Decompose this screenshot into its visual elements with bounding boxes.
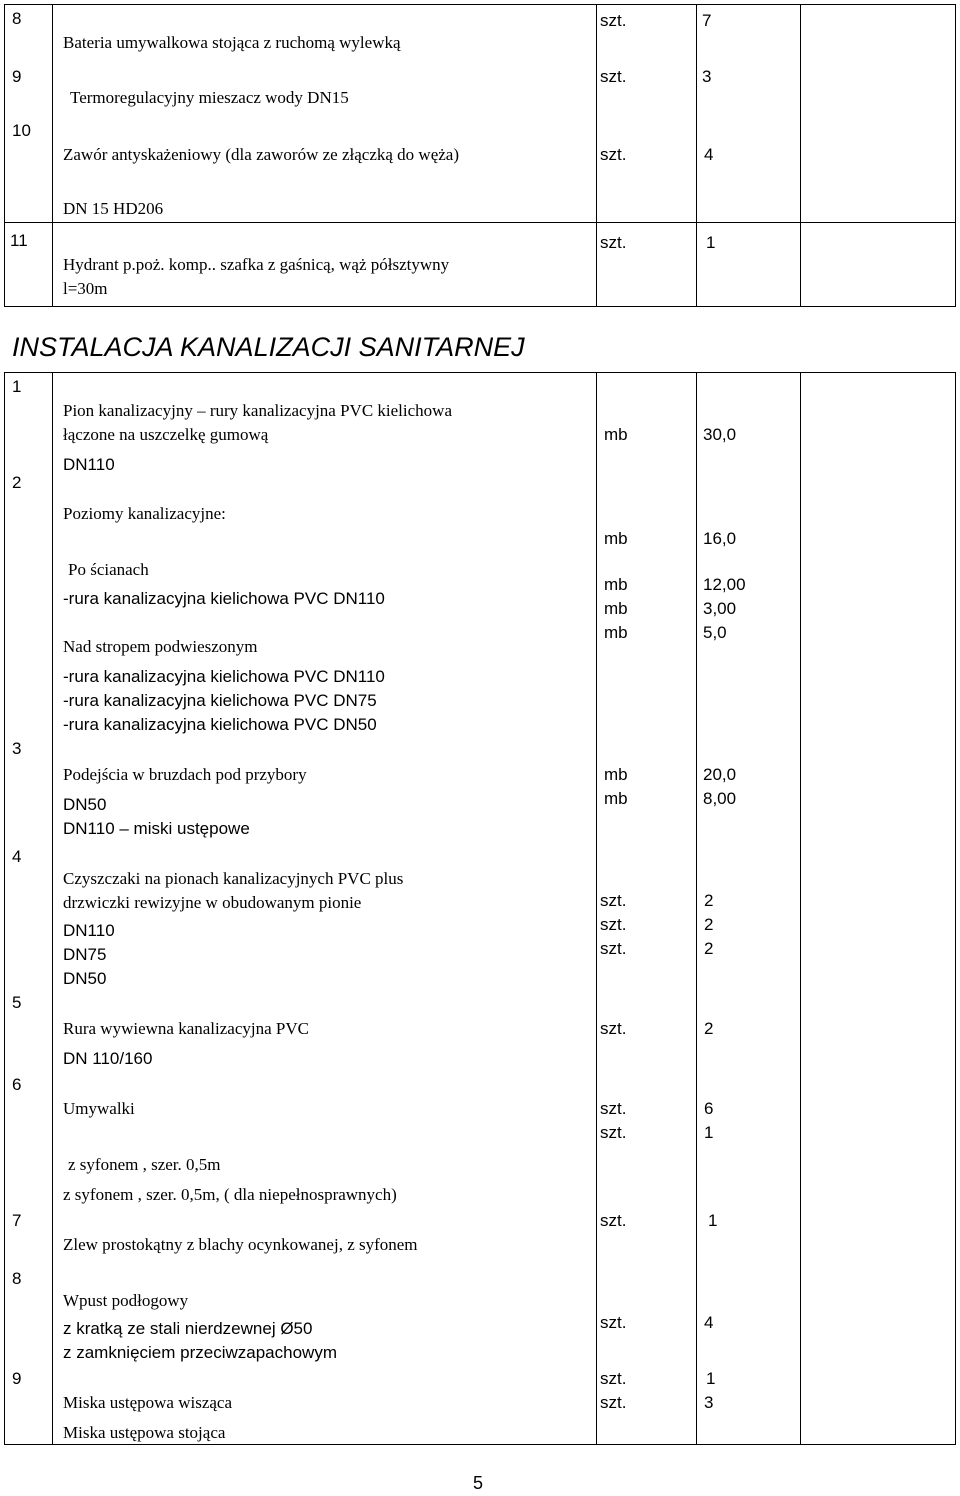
item-quantity: 4: [704, 1313, 714, 1332]
item-description: Wpust podłogowy: [63, 1291, 189, 1310]
item-unit: szt.: [600, 1369, 627, 1388]
top-table-col-divider: [52, 4, 53, 306]
item-quantity: 16,0: [703, 529, 737, 548]
item-quantity: 3: [702, 67, 712, 86]
item-description: DN50: [63, 969, 107, 988]
item-unit: szt.: [600, 1313, 627, 1332]
item-description: DN50: [63, 795, 107, 814]
item-description: DN110 – miski ustępowe: [63, 819, 250, 838]
item-unit: mb: [604, 529, 628, 548]
main-table-border-bottom: [4, 1444, 956, 1445]
item-description: -rura kanalizacyjna kielichowa PVC DN50: [63, 715, 377, 734]
row-number: 9: [12, 1369, 22, 1388]
main-table-col-divider: [596, 372, 597, 1444]
item-description: Zawór antyskażeniowy (dla zaworów ze złączką do węża): [63, 145, 459, 164]
item-description: z kratką ze stali nierdzewnej Ø50: [63, 1319, 313, 1338]
item-description: Miska ustępowa stojąca: [63, 1423, 226, 1442]
item-unit: mb: [604, 599, 628, 618]
item-unit: mb: [604, 623, 628, 642]
item-unit: szt.: [600, 67, 627, 86]
item-unit: szt.: [600, 1123, 627, 1142]
item-quantity: 7: [702, 11, 712, 30]
item-description: Bateria umywalkowa stojąca z ruchomą wylewką: [63, 33, 401, 52]
row-number: 2: [12, 473, 22, 492]
item-quantity: 2: [704, 915, 714, 934]
item-description: Czyszczaki na pionach kanalizacyjnych PVC plus: [63, 869, 404, 888]
item-unit: szt.: [600, 233, 627, 252]
item-description: DN110: [63, 455, 115, 474]
item-description: DN 15 HD206: [63, 199, 164, 218]
item-quantity: 30,0: [703, 425, 737, 444]
item-unit: szt.: [600, 939, 627, 958]
item-unit: mb: [604, 765, 628, 784]
row-number: 4: [12, 847, 22, 866]
item-description: Rura wywiewna kanalizacyjna PVC: [63, 1019, 309, 1038]
item-quantity: 1: [708, 1211, 718, 1230]
main-table-col-divider: [800, 372, 801, 1444]
item-description: Zlew prostokątny z blachy ocynkowanej, z syfonem: [63, 1235, 418, 1254]
top-table-border-top: [4, 4, 956, 5]
item-description: z syfonem , szer. 0,5m, ( dla niepełnosprawnych): [63, 1185, 397, 1204]
item-description: z syfonem , szer. 0,5m: [68, 1155, 221, 1174]
row-number: 1: [12, 377, 22, 396]
page-number: 5: [473, 1473, 484, 1493]
item-quantity: 1: [704, 1123, 714, 1142]
main-table-col-divider: [696, 372, 697, 1444]
item-description: DN110: [63, 921, 115, 940]
item-quantity: 3: [704, 1393, 714, 1412]
row-number: 7: [12, 1211, 22, 1230]
item-unit: szt.: [600, 1019, 627, 1038]
item-quantity: 6: [704, 1099, 714, 1118]
item-unit: mb: [604, 425, 628, 444]
item-quantity: 5,0: [703, 623, 727, 642]
item-quantity: 3,00: [703, 599, 737, 618]
item-description: Umywalki: [63, 1099, 135, 1118]
item-quantity: 2: [704, 1019, 714, 1038]
item-unit: mb: [604, 575, 628, 594]
item-unit: szt.: [600, 1393, 627, 1412]
row-number: 6: [12, 1075, 22, 1094]
item-unit: szt.: [600, 145, 627, 164]
item-description: l=30m: [63, 279, 108, 298]
item-unit: szt.: [600, 11, 627, 30]
row-number: 10: [12, 121, 31, 140]
main-table-border-left: [4, 372, 5, 1444]
item-description: drzwiczki rewizyjne w obudowanym pionie: [63, 893, 362, 912]
item-unit: szt.: [600, 1099, 627, 1118]
row-number: 8: [12, 9, 22, 28]
item-description: -rura kanalizacyjna kielichowa PVC DN110: [63, 589, 385, 608]
main-table-border-top: [4, 372, 956, 373]
item-unit: szt.: [600, 1211, 627, 1230]
item-description: Miska ustępowa wisząca: [63, 1393, 233, 1412]
row-number: 8: [12, 1269, 22, 1288]
item-quantity: 2: [704, 939, 714, 958]
top-table-border-right: [955, 4, 956, 306]
item-description: DN75: [63, 945, 107, 964]
row-number: 9: [12, 67, 22, 86]
top-table-col-divider: [696, 4, 697, 306]
item-description: -rura kanalizacyjna kielichowa PVC DN75: [63, 691, 377, 710]
top-table-col-divider: [596, 4, 597, 306]
item-description: Podejścia w bruzdach pod przybory: [63, 765, 307, 784]
row-number: 3: [12, 739, 22, 758]
item-quantity: 8,00: [703, 789, 737, 808]
section-title: INSTALACJA KANALIZACJI SANITARNEJ: [12, 332, 525, 362]
item-description: łączone na uszczelkę gumową: [63, 425, 269, 444]
top-table-col-divider: [800, 4, 801, 306]
item-quantity: 1: [706, 233, 716, 252]
item-quantity: 4: [704, 145, 714, 164]
item-description: Nad stropem podwieszonym: [63, 637, 258, 656]
top-table-border-left: [4, 4, 5, 306]
item-description: DN 110/160: [63, 1049, 153, 1068]
item-description: -rura kanalizacyjna kielichowa PVC DN110: [63, 667, 385, 686]
main-table-col-divider: [52, 372, 53, 1444]
item-unit: szt.: [600, 915, 627, 934]
item-quantity: 20,0: [703, 765, 737, 784]
item-description: Poziomy kanalizacyjne:: [63, 504, 226, 523]
top-table-border-bottom: [4, 306, 956, 307]
row-number: 11: [10, 231, 28, 250]
item-description: Po ścianach: [68, 560, 149, 579]
item-quantity: 12,00: [703, 575, 746, 594]
main-table-border-right: [955, 372, 956, 1444]
item-description: Pion kanalizacyjny – rury kanalizacyjna PVC kielichowa: [63, 401, 452, 420]
item-description: z zamknięciem przeciwzapachowym: [63, 1343, 337, 1362]
item-quantity: 1: [706, 1369, 716, 1388]
item-unit: szt.: [600, 891, 627, 910]
item-description: Termoregulacyjny mieszacz wody DN15: [70, 88, 349, 107]
item-unit: mb: [604, 789, 628, 808]
top-table-row-divider: [4, 222, 956, 223]
row-number: 5: [12, 993, 22, 1012]
item-description: Hydrant p.poż. komp.. szafka z gaśnicą, wąż półsztywny: [63, 255, 450, 274]
item-quantity: 2: [704, 891, 714, 910]
